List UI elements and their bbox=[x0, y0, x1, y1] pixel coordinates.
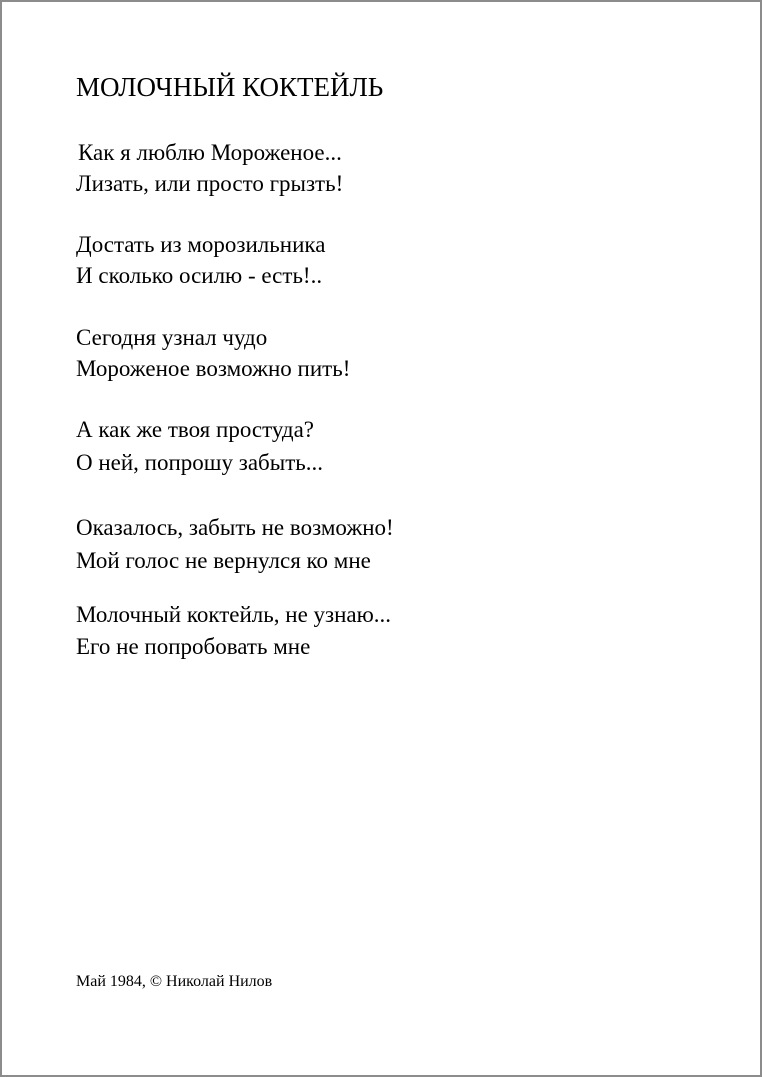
poem-line: А как же твоя простуда? bbox=[76, 417, 315, 442]
poem-line: Молочный коктейль, не узнаю... bbox=[76, 602, 392, 627]
poem-line: Его не попробовать мне bbox=[76, 634, 311, 659]
poem-line: О ней, попрошу забыть... bbox=[76, 450, 324, 475]
poem-line: Достать из морозильника bbox=[76, 232, 326, 257]
poem-line: И сколько осилю - есть!.. bbox=[76, 263, 323, 288]
copyright-footer: Май 1984, © Николай Нилов bbox=[76, 973, 273, 990]
poem-line: Мой голос не вернулся ко мне bbox=[76, 548, 371, 573]
poem-line: Как я люблю Мороженое... bbox=[78, 140, 342, 165]
poem-line: Оказалось, забыть не возможно! bbox=[76, 515, 394, 540]
poem-line: Лизать, или просто грызть! bbox=[76, 171, 344, 196]
poem-line: Сегодня узнал чудо bbox=[76, 325, 268, 350]
poem-title: МОЛОЧНЫЙ КОКТЕЙЛЬ bbox=[76, 72, 384, 102]
poem-line: Мороженое возможно пить! bbox=[76, 356, 351, 381]
